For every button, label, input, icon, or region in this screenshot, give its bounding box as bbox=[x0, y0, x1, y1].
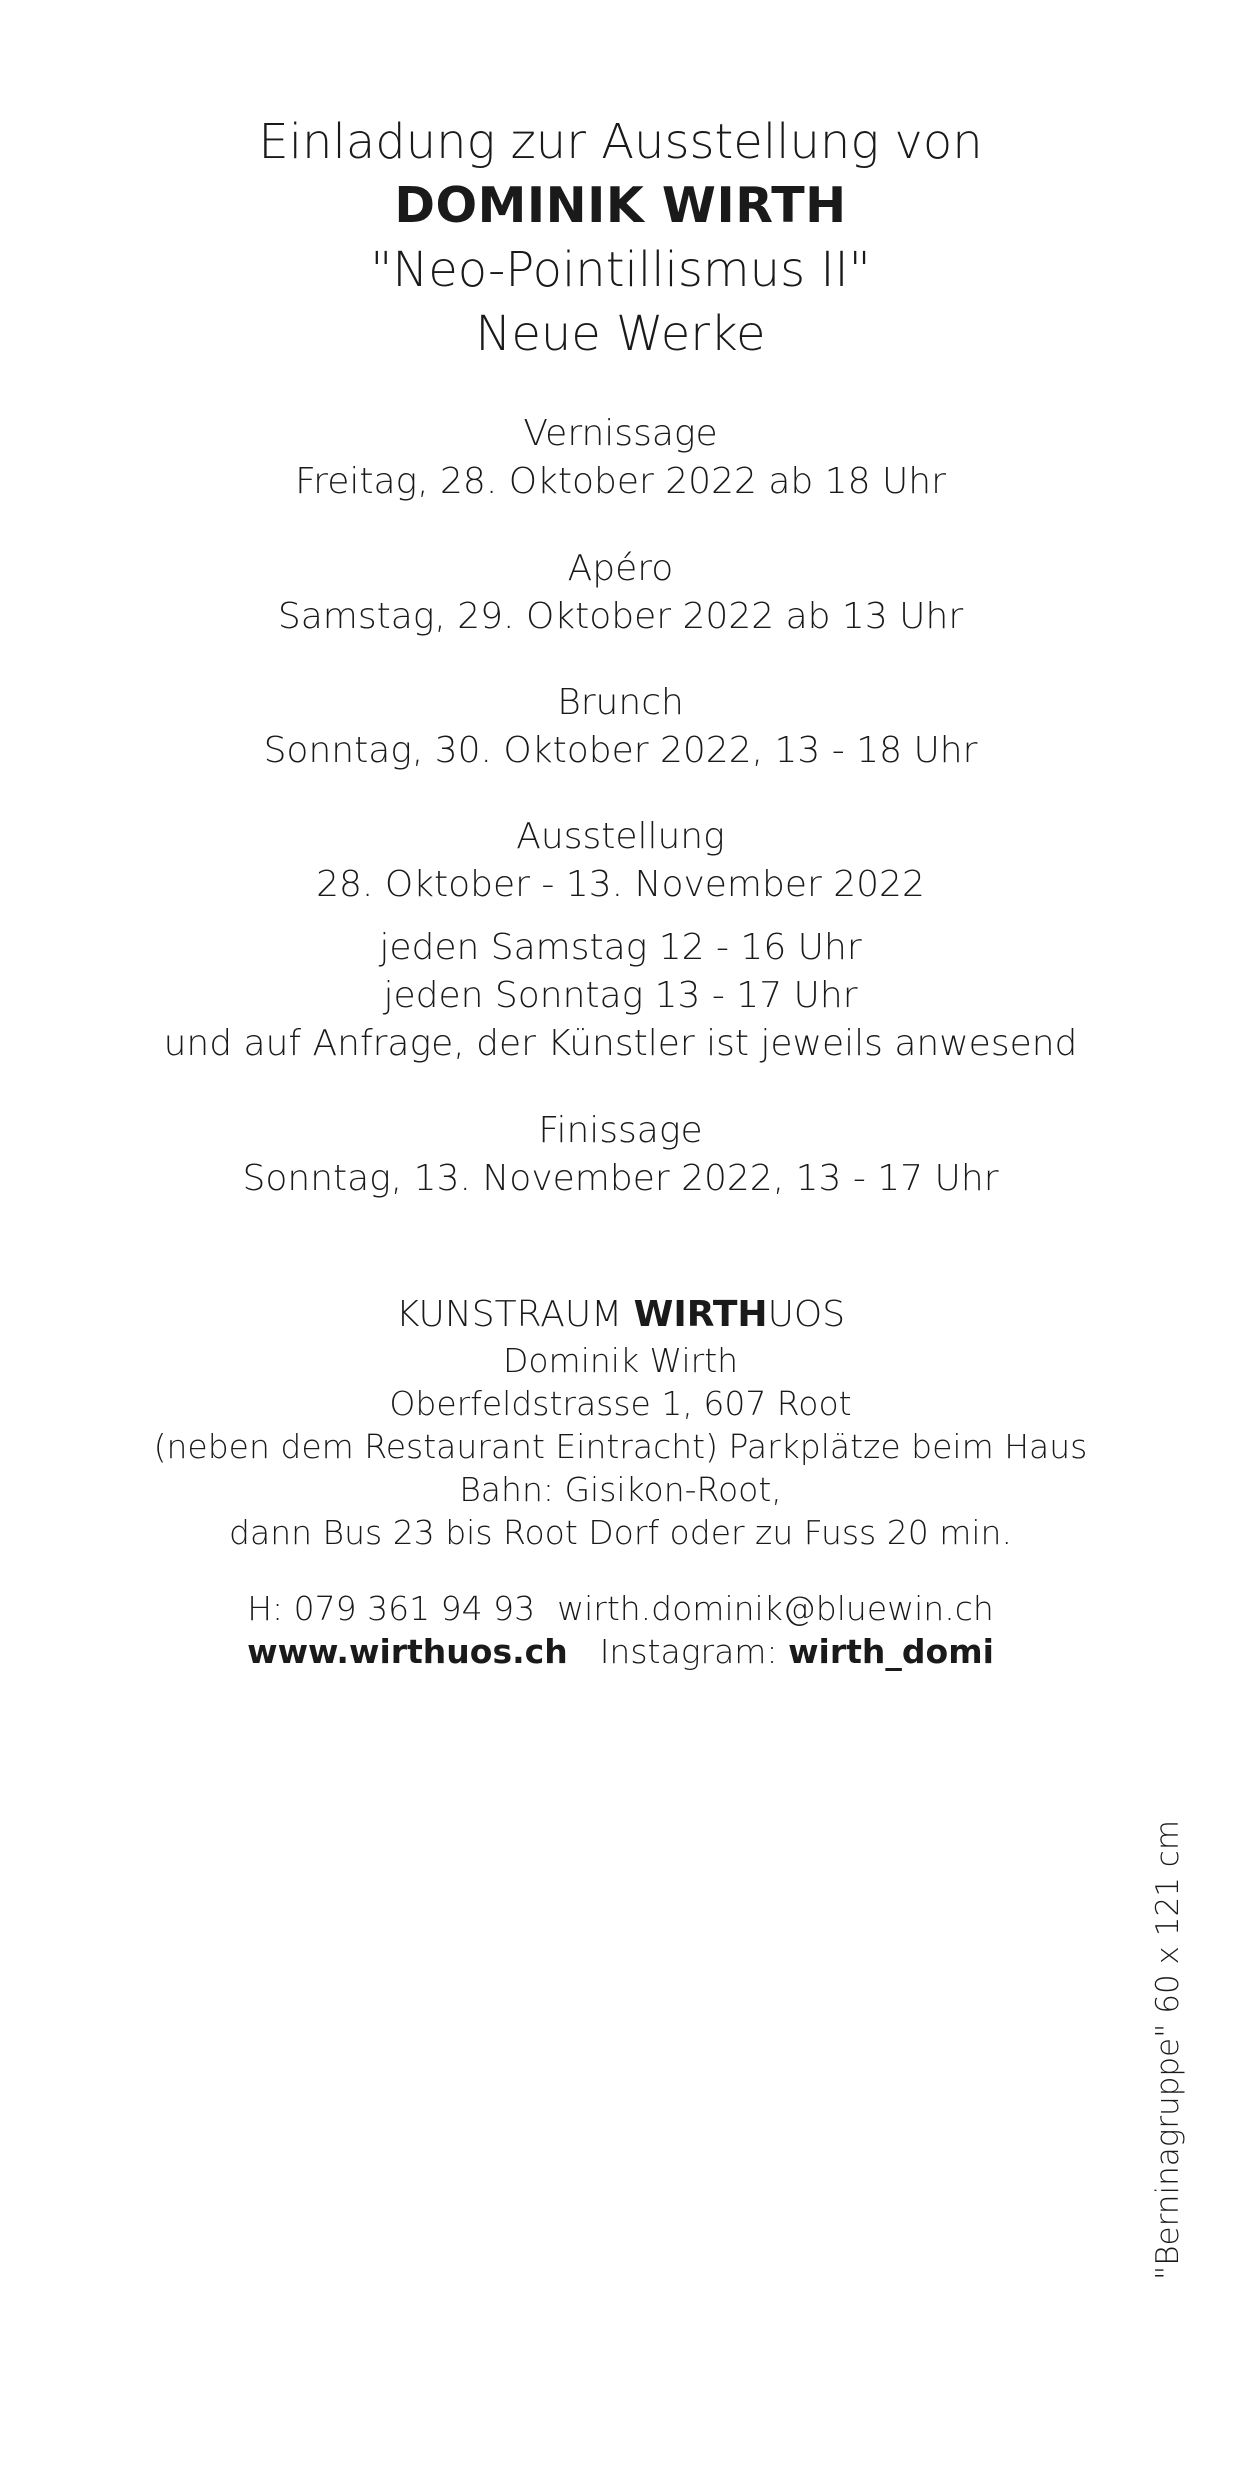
venue-person: Dominik Wirth bbox=[502, 1341, 739, 1380]
contact-email[interactable]: wirth.dominik@bluewin.ch bbox=[557, 1589, 994, 1628]
finissage-date: Sonntag, 13. November 2022, 13 - 17 Uhr bbox=[242, 1158, 999, 1199]
event-label-brunch: Brunch bbox=[557, 682, 684, 723]
venue-name bbox=[0, 1291, 1241, 1339]
venue-directions-bus: dann Bus 23 bis Root Dorf oder zu Fuss 20 min. bbox=[229, 1513, 1012, 1552]
exhibition-dates: 28. Oktober - 13. November 2022 bbox=[316, 864, 925, 905]
artist-name: DOMINIK WIRTH bbox=[394, 177, 847, 234]
event-date-vernissage: Freitag, 28. Oktober 2022 ab 18 Uhr bbox=[295, 461, 946, 502]
venue-directions-parking: (neben dem Restaurant Eintracht) Parkplätze beim Haus bbox=[153, 1427, 1088, 1466]
exhibition-subtitle: Neue Werke bbox=[475, 306, 766, 362]
invitation-heading: Einladung zur Ausstellung von bbox=[258, 114, 983, 170]
artwork-caption: "Berninagruppe" 60 x 121 cm bbox=[1150, 1819, 1186, 2281]
instagram-label: Instagram: bbox=[599, 1632, 789, 1671]
instagram-handle[interactable]: wirth_domi bbox=[788, 1632, 994, 1671]
exhibition-title: "Neo-Pointillismus II" bbox=[370, 242, 871, 298]
contact-phone: H: 079 361 94 93 bbox=[247, 1589, 536, 1628]
event-date-apero: Samstag, 29. Oktober 2022 ab 13 Uhr bbox=[277, 596, 964, 637]
event-label-apero: Apéro bbox=[567, 548, 674, 589]
venue-name-bold: WIRTH bbox=[633, 1294, 768, 1335]
venue-name-suffix: UOS bbox=[767, 1294, 846, 1335]
exhibition-label: Ausstellung bbox=[516, 816, 725, 857]
venue-directions-train: Bahn: Gisikon-Root, bbox=[459, 1470, 782, 1509]
web-line bbox=[0, 1630, 1241, 1673]
opening-hours-saturday: jeden Samstag 12 - 16 Uhr bbox=[379, 927, 862, 968]
opening-hours-sunday: jeden Sonntag 13 - 17 Uhr bbox=[383, 975, 858, 1016]
opening-hours-note: und auf Anfrage, der Künstler ist jeweils anwesend bbox=[163, 1023, 1078, 1064]
event-date-brunch: Sonntag, 30. Oktober 2022, 13 - 18 Uhr bbox=[263, 730, 978, 771]
venue-address: Oberfeldstrasse 1, 607 Root bbox=[389, 1384, 852, 1423]
venue-name-prefix: KUNSTRAUM bbox=[395, 1294, 634, 1335]
event-label-vernissage: Vernissage bbox=[523, 413, 718, 454]
website-link[interactable]: www.wirthuos.ch bbox=[247, 1632, 568, 1671]
finissage-label: Finissage bbox=[538, 1110, 703, 1151]
contact-line bbox=[0, 1587, 1241, 1630]
